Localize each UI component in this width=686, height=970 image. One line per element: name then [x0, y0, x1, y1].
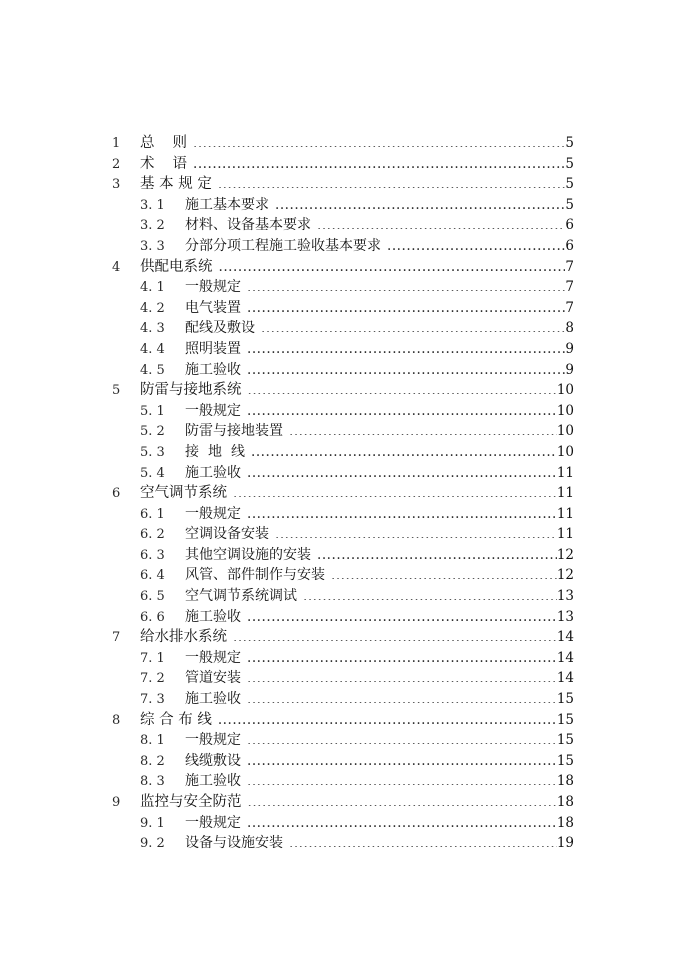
toc-entry-number: 4. 2 — [140, 300, 165, 316]
toc-entry-number: 4. 4 — [140, 341, 165, 357]
toc-entry-title: 配线及敷设 — [185, 320, 255, 337]
toc-entry[interactable] — [112, 792, 574, 813]
toc-entry-page-number: 10 — [556, 443, 574, 460]
toc-entry-page-number: 11 — [556, 505, 574, 522]
toc-entry[interactable] — [112, 318, 574, 339]
toc-entry-page-number: 5 — [565, 135, 574, 151]
toc-dot-leader — [219, 257, 566, 271]
toc-entry-number: 3. 2 — [140, 218, 165, 234]
toc-entry-number: 7. 3 — [140, 692, 165, 708]
toc-entry-title: 监控与安全防范 — [140, 794, 242, 810]
toc-entry-title: 施工验收 — [185, 361, 241, 378]
toc-entry[interactable] — [112, 545, 574, 566]
toc-entry-page-number: 10 — [556, 423, 574, 440]
toc-dot-leader — [193, 134, 565, 148]
toc-dot-leader — [317, 216, 565, 230]
toc-entry[interactable] — [112, 133, 574, 154]
toc-dot-leader — [247, 278, 565, 292]
toc-entry[interactable] — [112, 401, 574, 422]
toc-entry[interactable] — [112, 421, 574, 442]
toc-entry-number: 4 — [112, 259, 121, 275]
toc-entry-number: 5. 3 — [140, 444, 165, 460]
toc-entry[interactable] — [112, 689, 574, 710]
toc-entry-title: 基 本 规 定 — [140, 176, 212, 193]
toc-entry-page-number: 12 — [556, 546, 574, 563]
toc-entry-title: 施工验收 — [185, 464, 241, 481]
toc-entry-page-number: 14 — [556, 649, 574, 666]
toc-entry-number: 7. 2 — [140, 671, 165, 687]
toc-entry-number: 9 — [112, 795, 121, 810]
toc-dot-leader — [218, 710, 557, 724]
toc-entry-number: 6. 5 — [140, 589, 165, 605]
toc-entry-number: 6 — [112, 486, 121, 502]
toc-dot-leader — [247, 607, 557, 621]
toc-dot-leader — [247, 360, 565, 374]
toc-entry-title: 风管、部件制作与安装 — [185, 567, 325, 584]
toc-dot-leader — [247, 463, 557, 477]
toc-entry-number: 6. 4 — [140, 568, 165, 584]
toc-entry-number: 5. 2 — [140, 424, 165, 440]
toc-entry-page-number: 15 — [556, 691, 574, 708]
toc-entry-title: 材料、设备基本要求 — [185, 217, 311, 234]
toc-entry[interactable] — [112, 257, 574, 278]
toc-entry[interactable] — [112, 483, 574, 504]
toc-dot-leader — [251, 442, 557, 456]
toc-entry-number: 8. 3 — [140, 774, 165, 790]
toc-dot-leader — [193, 154, 565, 168]
toc-entry-title: 管道安装 — [185, 670, 241, 687]
toc-entry-page-number: 11 — [556, 526, 574, 543]
toc-entry-title: 接 地 线 — [185, 443, 245, 460]
toc-entry-number: 6. 2 — [140, 527, 165, 543]
toc-entry-page-number: 14 — [556, 629, 574, 646]
toc-entry[interactable] — [112, 360, 574, 381]
toc-dot-leader — [261, 319, 565, 333]
toc-entry-page-number: 7 — [565, 279, 574, 296]
toc-entry-title: 空气调节系统调试 — [185, 588, 297, 605]
toc-entry-title: 空气调节系统 — [140, 485, 227, 502]
toc-entry-number: 5 — [112, 383, 121, 399]
toc-entry[interactable] — [112, 627, 574, 648]
toc-entry-number: 6. 3 — [140, 547, 165, 563]
toc-entry[interactable] — [112, 236, 574, 257]
toc-entry-page-number: 6 — [565, 217, 574, 234]
table-of-contents — [112, 133, 574, 854]
toc-entry-title: 总 则 — [140, 135, 187, 151]
toc-dot-leader — [247, 731, 557, 745]
toc-entry-page-number: 18 — [556, 814, 574, 831]
toc-entry-page-number: 10 — [556, 402, 574, 419]
toc-entry-title: 术 语 — [140, 155, 187, 172]
toc-entry[interactable] — [112, 215, 574, 236]
toc-entry-title: 其他空调设施的安装 — [185, 546, 311, 563]
toc-entry[interactable] — [112, 668, 574, 689]
toc-dot-leader — [233, 628, 557, 642]
toc-entry-title: 一般规定 — [185, 814, 241, 831]
toc-entry-number: 5. 4 — [140, 465, 165, 481]
toc-entry-number: 6. 6 — [140, 609, 165, 625]
toc-entry[interactable] — [112, 339, 574, 360]
toc-entry[interactable] — [112, 771, 574, 792]
toc-entry-page-number: 13 — [556, 588, 574, 605]
toc-dot-leader — [248, 793, 557, 807]
toc-entry-page-number: 6 — [565, 237, 574, 254]
toc-entry-number: 3. 1 — [140, 197, 165, 213]
toc-dot-leader — [247, 298, 565, 312]
toc-dot-leader — [233, 484, 557, 498]
toc-entry-title: 一般规定 — [185, 505, 241, 522]
toc-entry[interactable] — [112, 298, 574, 319]
toc-entry[interactable] — [112, 195, 574, 216]
toc-entry-number: 3. 3 — [140, 238, 165, 254]
toc-entry-number: 7. 1 — [140, 650, 165, 666]
toc-entry-page-number: 12 — [556, 567, 574, 584]
toc-entry-page-number: 8 — [565, 320, 574, 337]
toc-entry[interactable] — [112, 174, 574, 195]
toc-entry-page-number: 9 — [565, 361, 574, 378]
toc-entry[interactable] — [112, 154, 574, 175]
toc-entry-number: 9. 1 — [140, 815, 165, 831]
toc-entry-number: 2 — [112, 156, 121, 172]
toc-entry-number: 7 — [112, 630, 121, 646]
toc-entry-number: 9. 2 — [140, 836, 165, 852]
toc-entry-page-number: 5 — [565, 176, 574, 193]
toc-entry-title: 给水排水系统 — [140, 629, 227, 646]
toc-entry-title: 防雷与接地装置 — [185, 423, 283, 440]
toc-entry-number: 4. 5 — [140, 362, 165, 378]
toc-entry[interactable] — [112, 463, 574, 484]
toc-dot-leader — [387, 236, 565, 250]
toc-dot-leader — [303, 587, 557, 601]
toc-entry-title: 一般规定 — [185, 649, 241, 666]
toc-entry[interactable] — [112, 710, 574, 731]
toc-entry-page-number: 9 — [565, 340, 574, 357]
toc-entry-page-number: 5 — [565, 196, 574, 213]
toc-entry-page-number: 10 — [556, 382, 574, 399]
toc-entry-title: 施工验收 — [185, 691, 241, 708]
toc-entry[interactable] — [112, 442, 574, 463]
toc-entry[interactable] — [112, 277, 574, 298]
toc-entry-page-number: 15 — [556, 732, 574, 749]
toc-entry-page-number: 19 — [556, 835, 574, 852]
toc-entry[interactable] — [112, 565, 574, 586]
toc-dot-leader — [247, 401, 557, 415]
toc-entry-title: 电气装置 — [185, 299, 241, 316]
toc-entry-title: 线缆敷设 — [185, 752, 241, 769]
toc-entry-number: 8. 2 — [140, 753, 165, 769]
toc-dot-leader — [248, 381, 557, 395]
toc-dot-leader — [317, 545, 557, 559]
toc-entry-title: 防雷与接地系统 — [140, 382, 242, 399]
toc-dot-leader — [275, 195, 565, 209]
toc-entry-page-number: 14 — [556, 670, 574, 687]
toc-entry-number: 1 — [112, 136, 121, 151]
toc-entry-title: 施工验收 — [185, 773, 241, 790]
toc-entry-page-number: 15 — [556, 752, 574, 769]
toc-dot-leader — [247, 772, 557, 786]
toc-entry[interactable] — [112, 813, 574, 834]
toc-entry-title: 空调设备安装 — [185, 526, 269, 543]
toc-entry-title: 施工基本要求 — [185, 196, 269, 213]
toc-dot-leader — [289, 834, 557, 848]
toc-dot-leader — [247, 751, 557, 765]
toc-entry-title: 设备与设施安装 — [185, 835, 283, 852]
toc-entry-page-number: 18 — [556, 773, 574, 790]
toc-entry-title: 综 合 布 线 — [140, 711, 212, 728]
toc-entry[interactable] — [112, 751, 574, 772]
toc-entry[interactable] — [112, 607, 574, 628]
toc-entry[interactable] — [112, 586, 574, 607]
toc-dot-leader — [247, 690, 557, 704]
toc-entry-number: 8 — [112, 712, 121, 728]
toc-dot-leader — [247, 669, 557, 683]
toc-entry-page-number: 11 — [556, 464, 574, 481]
toc-dot-leader — [289, 422, 557, 436]
toc-entry-page-number: 18 — [556, 794, 574, 810]
toc-entry-page-number: 7 — [565, 299, 574, 316]
toc-entry-number: 5. 1 — [140, 403, 165, 419]
toc-dot-leader — [247, 648, 557, 662]
toc-dot-leader — [331, 566, 557, 580]
toc-entry-title: 一般规定 — [185, 732, 241, 749]
toc-entry-page-number: 15 — [556, 711, 574, 728]
toc-entry[interactable] — [112, 504, 574, 525]
toc-dot-leader — [247, 504, 557, 518]
toc-entry-title: 照明装置 — [185, 340, 241, 357]
toc-entry-title: 分部分项工程施工验收基本要求 — [185, 237, 381, 254]
toc-entry-number: 4. 1 — [140, 280, 165, 296]
toc-entry[interactable] — [112, 648, 574, 669]
toc-entry-page-number: 13 — [556, 608, 574, 625]
toc-entry-number: 6. 1 — [140, 506, 165, 522]
toc-entry-title: 一般规定 — [185, 279, 241, 296]
toc-entry-number: 8. 1 — [140, 733, 165, 749]
toc-dot-leader — [247, 813, 557, 827]
toc-entry[interactable] — [112, 833, 574, 854]
toc-entry-title: 一般规定 — [185, 402, 241, 419]
toc-entry-title: 施工验收 — [185, 608, 241, 625]
toc-entry[interactable] — [112, 380, 574, 401]
toc-dot-leader — [247, 339, 565, 353]
toc-entry-page-number: 7 — [565, 258, 574, 275]
toc-entry[interactable] — [112, 524, 574, 545]
toc-entry-number: 4. 3 — [140, 321, 165, 337]
toc-entry-number: 3 — [112, 177, 121, 193]
toc-entry-page-number: 11 — [556, 485, 574, 502]
toc-entry-page-number: 5 — [565, 155, 574, 172]
toc-entry[interactable] — [112, 730, 574, 751]
toc-entry-title: 供配电系统 — [140, 258, 213, 275]
toc-dot-leader — [275, 525, 557, 539]
toc-dot-leader — [218, 175, 566, 189]
